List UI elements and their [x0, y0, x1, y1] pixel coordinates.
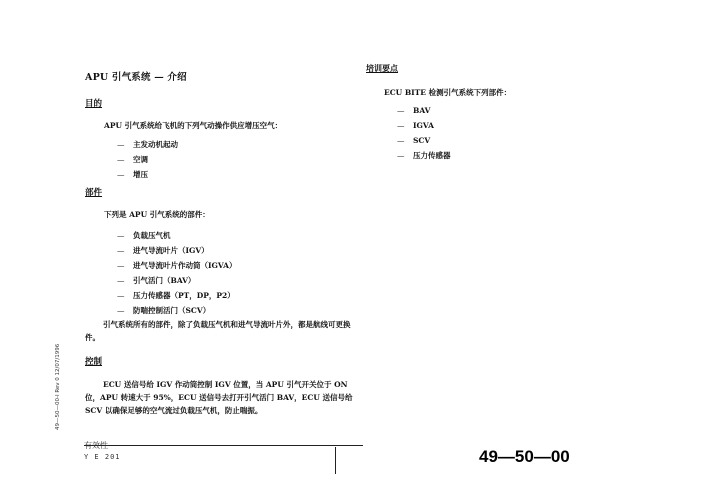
- list-item: [117, 167, 178, 182]
- list-marker: —: [117, 231, 125, 240]
- list-marker: —: [117, 306, 125, 315]
- list-marker: —: [117, 155, 125, 164]
- list-item: [117, 273, 236, 288]
- list-marker: —: [117, 140, 125, 149]
- control-body: ECU 送信号给 IGV 作动筒控制 IGV 位置，当 APU 引气开关位于 ON 位，APU 转速大于 95%，ECU 送信号去打开引气活门 BAV，ECU 送信号给 SCV 以确保足够的空气流过负载压气机，防止喘振。: [85, 380, 353, 415]
- section-heading-control: 控制: [85, 357, 103, 367]
- list-item: [397, 118, 451, 133]
- list-item-label: SCV: [413, 136, 431, 145]
- section-heading-purpose: 目的: [85, 99, 103, 109]
- list-item-label: 压力传感器（PT，DP，P2）: [133, 291, 235, 300]
- list-item: [397, 133, 451, 148]
- list-item-label: 空调: [133, 155, 148, 164]
- footer-rule: [84, 445, 363, 446]
- list-item-label: 增压: [133, 170, 148, 179]
- list-item: [117, 228, 236, 243]
- list-marker: —: [397, 136, 405, 145]
- footer-divider: [335, 447, 336, 474]
- list-item: [397, 148, 451, 163]
- list-item-label: 主发动机起动: [133, 140, 178, 149]
- list-item: [117, 152, 178, 167]
- list-marker: —: [117, 246, 125, 255]
- list-item: [117, 303, 236, 318]
- margin-revision-note: 49—50—00-I Rev 0 12/07/1996: [55, 343, 61, 430]
- section-heading-training: 培训要点: [366, 63, 398, 73]
- list-marker: —: [117, 170, 125, 179]
- list-item: [117, 258, 236, 273]
- list-marker: —: [117, 291, 125, 300]
- section-heading-components: 部件: [85, 188, 103, 198]
- purpose-intro: APU 引气系统给飞机的下列气动操作供应增压空气：: [104, 121, 283, 130]
- list-marker: —: [397, 121, 405, 130]
- list-item: [397, 103, 451, 118]
- effectivity-code: Y E 201: [84, 453, 121, 461]
- list-item: [117, 137, 178, 152]
- list-item-label: 防喘控制活门（SCV）: [133, 306, 211, 315]
- list-item-label: IGVA: [413, 121, 434, 130]
- list-item-label: 负载压气机: [133, 231, 171, 240]
- page-title: APU 引气系统 — 介绍: [85, 72, 187, 83]
- components-list: [117, 228, 236, 318]
- list-item: [117, 243, 236, 258]
- list-item-label: 进气导流叶片（IGV）: [133, 246, 209, 255]
- page-number: 49—50—00: [479, 447, 570, 466]
- list-item: [117, 288, 236, 303]
- list-item-label: 引气活门（BAV）: [133, 276, 196, 285]
- purpose-list: [117, 137, 178, 182]
- training-list: [397, 103, 451, 163]
- list-marker: —: [397, 151, 405, 160]
- components-intro: 下列是 APU 引气系统的部件：: [104, 210, 210, 219]
- list-item-label: 压力传感器: [413, 151, 451, 160]
- list-item-label: BAV: [413, 106, 431, 115]
- training-intro: ECU BITE 检测引气系统下列部件：: [384, 88, 512, 97]
- list-marker: —: [397, 106, 405, 115]
- components-note: 引气系统所有的部件，除了负载压气机和进气导流叶片外，都是航线可更换件。: [85, 320, 351, 342]
- effectivity-label: 有效性: [84, 441, 108, 450]
- list-marker: —: [117, 261, 125, 270]
- list-item-label: 进气导流叶片作动筒（IGVA）: [133, 261, 237, 270]
- list-marker: —: [117, 276, 125, 285]
